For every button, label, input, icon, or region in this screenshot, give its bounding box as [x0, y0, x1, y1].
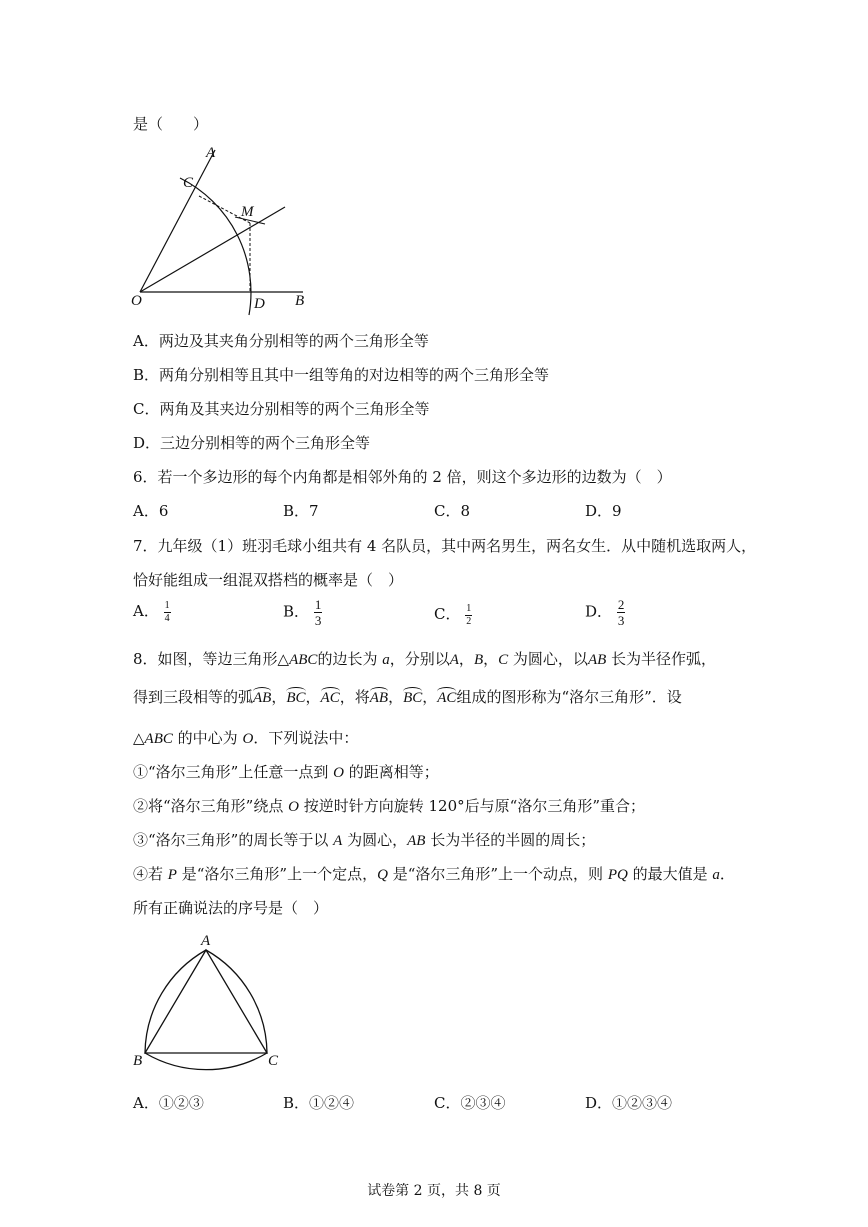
arc-ab: AB [253, 686, 271, 707]
q8-statement-1: ①“洛尔三角形”上任意一点到 O 的距离相等； [133, 763, 439, 781]
q8-line1: 8．如图，等边三角形△ABC的边长为 a，分别以A，B，C 为圆心，以AB 长为半径作弧， [133, 650, 717, 668]
q6-option-d: D．9 [585, 502, 622, 520]
q7-option-b: B． $\frac{1}{3}$ [283, 597, 322, 628]
fraction: $\frac{1}{4}$ [164, 599, 170, 624]
q5-label-D: D [254, 296, 265, 312]
q7-option-a: A． $\frac{1}{4}$ [133, 599, 170, 624]
q7-stem-line1: 7．九年级（1）班羽毛球小组共有 4 名队员，其中两名男生，两名女生．从中随机选取两人， [133, 537, 757, 555]
q8-option-d: D．①②③④ [585, 1094, 673, 1112]
page-footer: 试卷第 2 页，共 8 页 [367, 1183, 501, 1199]
q7-option-c: C． $\frac{1}{2}$ [434, 602, 472, 627]
fraction: $\frac{2}{3}$ [617, 597, 625, 628]
q5-label-M: M [241, 204, 254, 220]
q5-label-C: C [183, 175, 194, 191]
q8-ask: 所有正确说法的序号是（ ） [133, 899, 329, 917]
q5-figure [125, 140, 325, 320]
arc-ab-2: AB [370, 686, 388, 707]
q5-label-A: A [206, 145, 216, 161]
q7-stem-line2: 恰好能组成一组混双搭档的概率是（ ） [133, 571, 404, 589]
q8-statement-3: ③“洛尔三角形”的周长等于以 A 为圆心，AB 长为半径的半圆的周长； [133, 831, 596, 849]
fraction: $\frac{1}{3}$ [314, 597, 322, 628]
q8-statement-4: ④若 P 是“洛尔三角形”上一个定点，Q 是“洛尔三角形”上一个动点，则 PQ 的最大值是 a． [133, 865, 735, 883]
q6-option-c: C．8 [434, 502, 471, 520]
arc-bc-2: BC [403, 686, 422, 707]
q6-option-a: A．6 [133, 502, 169, 520]
q5-stem-tail: 是（ ） [133, 115, 209, 133]
q8-label-B: B [133, 1053, 143, 1069]
arc-ac: AC [321, 686, 340, 707]
q5-option-c: C．两角及其夹边分别相等的两个三角形全等 [133, 400, 430, 418]
q5-label-O: O [131, 293, 142, 309]
q8-statement-2: ②将“洛尔三角形”绕点 O 按逆时针方向旋转 120°后与原“洛尔三角形”重合； [133, 797, 645, 815]
q5-option-b: B．两角分别相等且其中一组等角的对边相等的两个三角形全等 [133, 366, 550, 384]
q5-option-d: D．三边分别相等的两个三角形全等 [133, 434, 371, 452]
q5-label-B: B [295, 293, 305, 309]
q7-option-d: D． $\frac{2}{3}$ [585, 597, 625, 628]
q8-line3: △ABC 的中心为 O．下列说法中： [133, 729, 359, 747]
q6-stem: 6．若一个多边形的每个内角都是相邻外角的 2 倍，则这个多边形的边数为（ ） [133, 468, 672, 486]
q8-option-a: A．①②③ [133, 1094, 204, 1112]
q5-option-a: A．两边及其夹角分别相等的两个三角形全等 [133, 332, 429, 350]
q8-option-b: B．①②④ [283, 1094, 355, 1112]
fraction: $\frac{1}{2}$ [466, 602, 472, 627]
q8-label-A: A [201, 933, 211, 949]
q8-figure [125, 925, 295, 1075]
q8-option-c: C．②③④ [434, 1094, 506, 1112]
arc-ac-2: AC [437, 686, 456, 707]
q6-option-b: B．7 [283, 502, 319, 520]
arc-bc: BC [286, 686, 305, 707]
q8-label-C: C [268, 1053, 279, 1069]
q8-line2: 得到三段相等的弧AB，BC，AC，将AB，BC，AC组成的图形称为“洛尔三角形”．设 [133, 688, 682, 706]
